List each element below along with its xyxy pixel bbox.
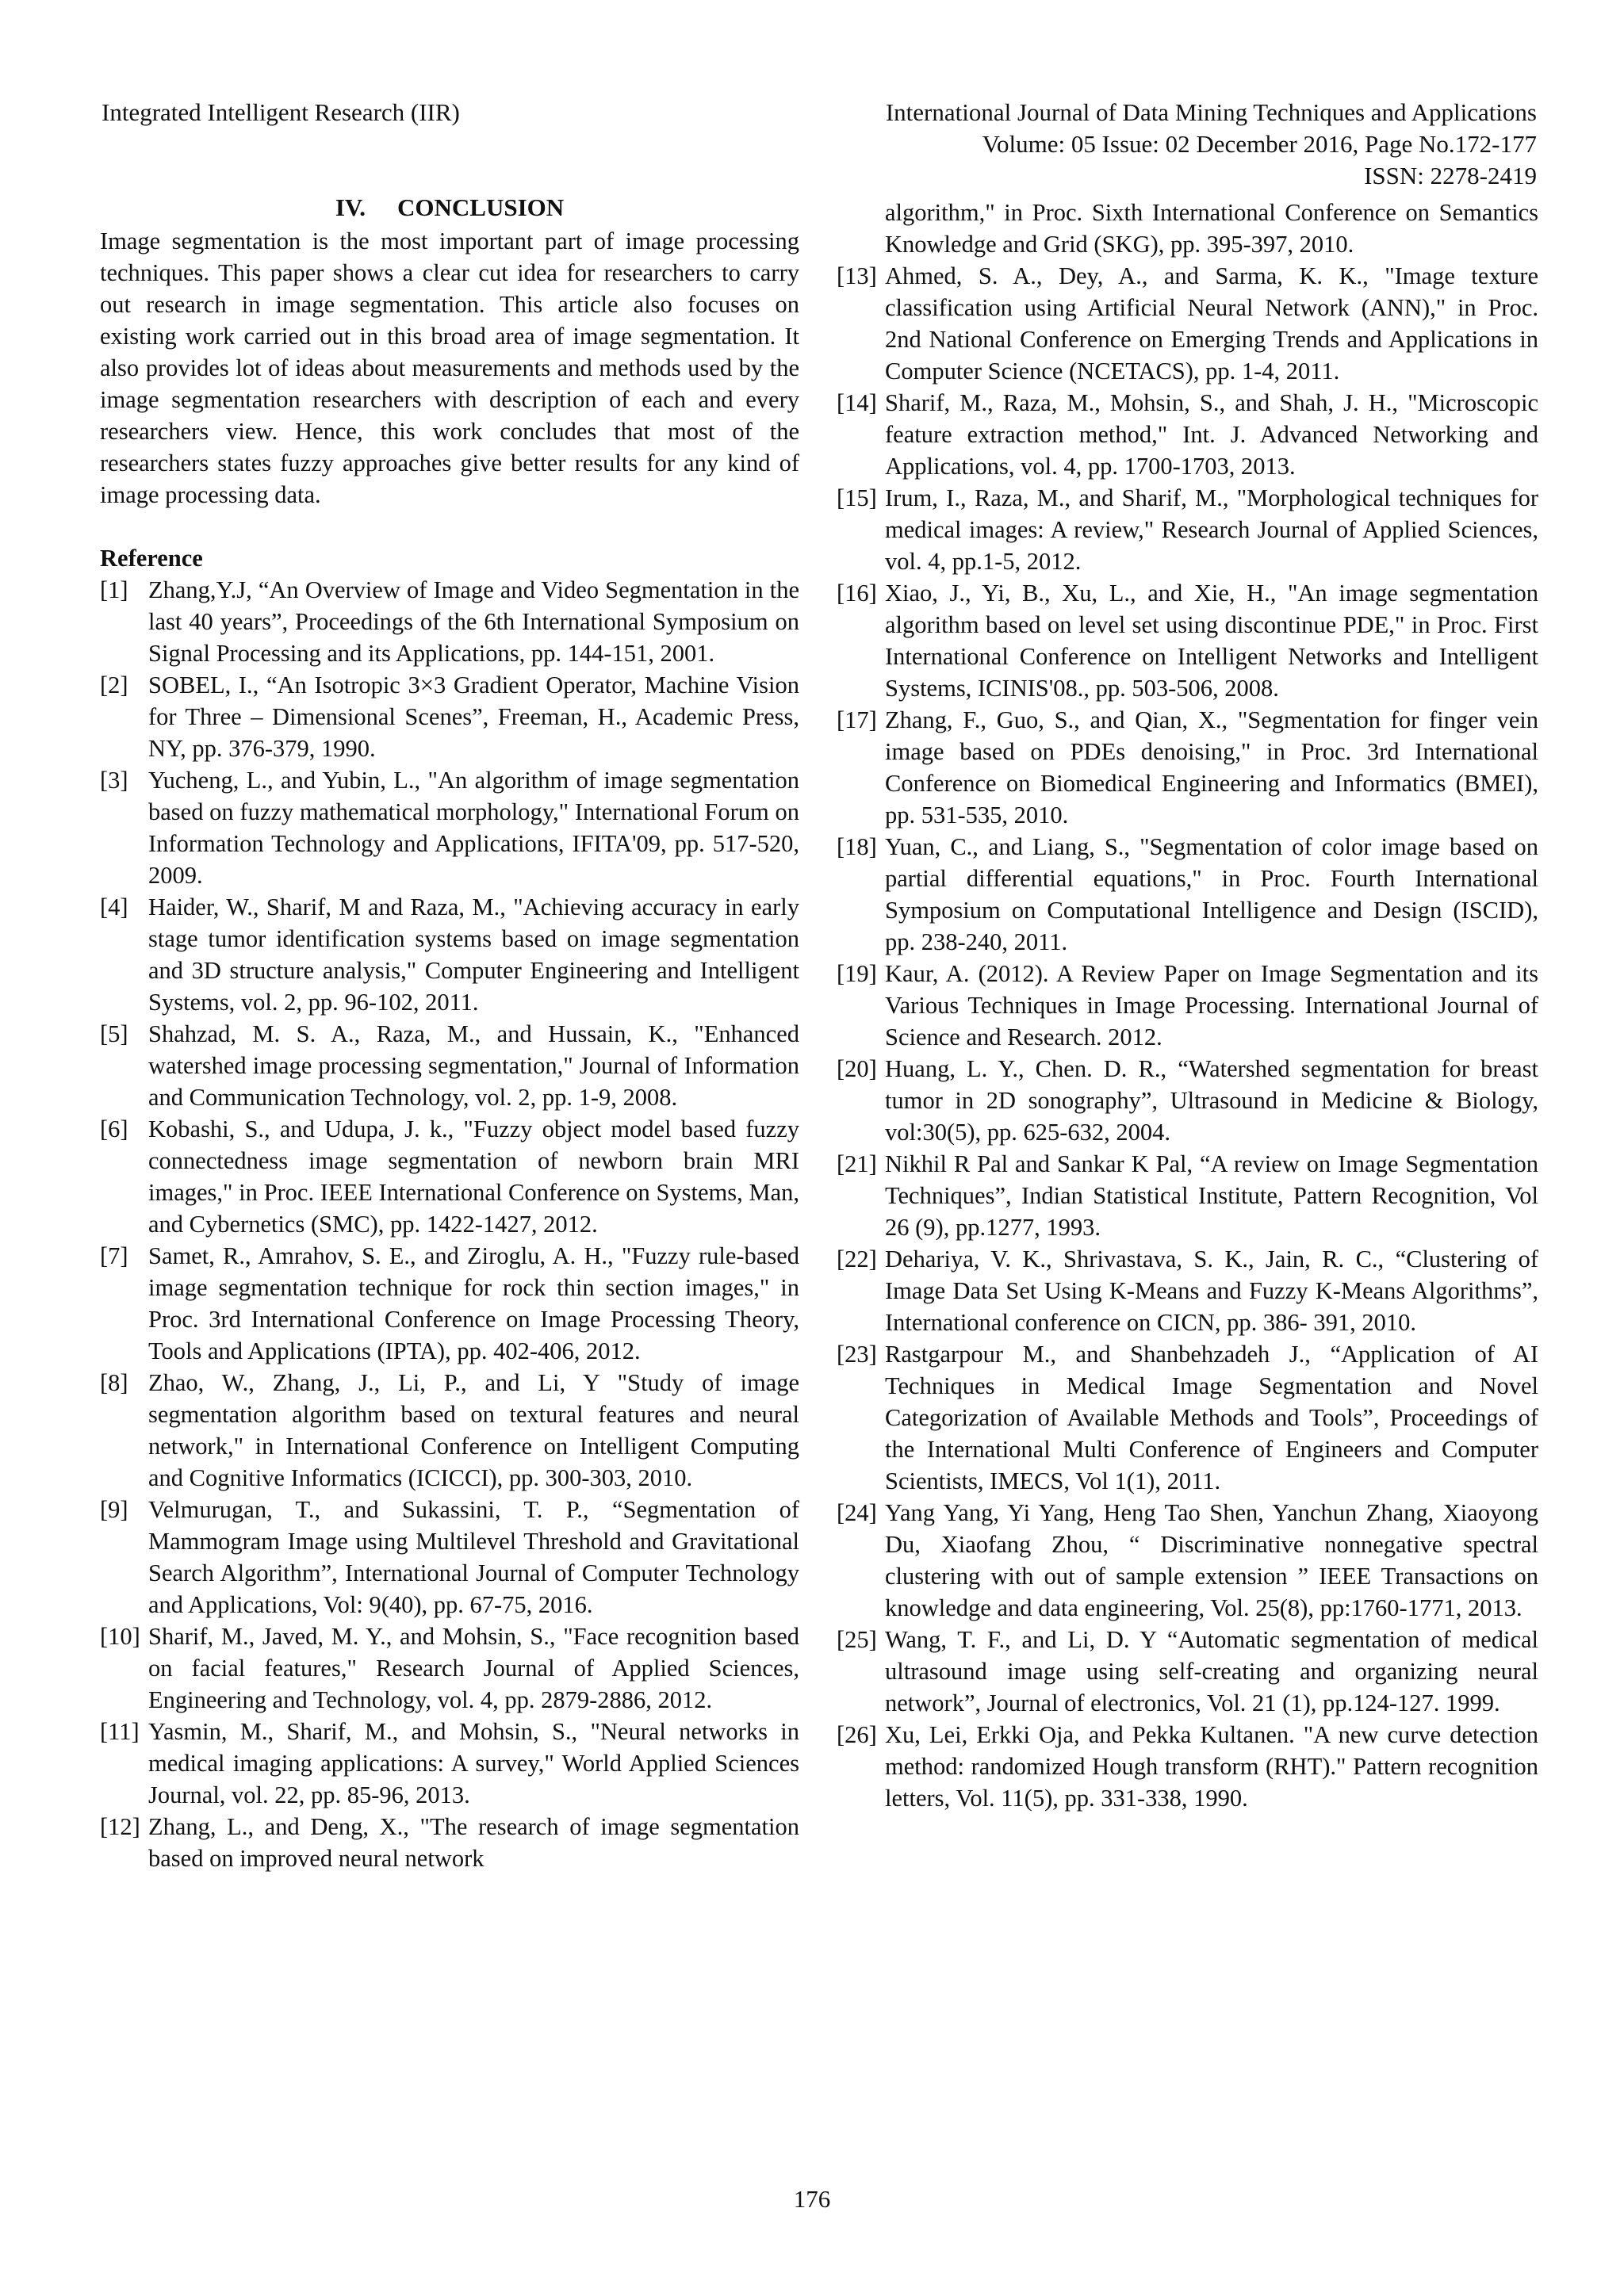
reference-number: [6] <box>100 1115 128 1142</box>
reference-number: [3] <box>100 767 128 794</box>
conclusion-paragraph: Image segmentation is the most important part of image processing techniques. This paper shows a clear cut idea for researchers to carry out research in image segmentation. This article also focuses on existing work carried out in this broad area of image segmentation. It also provides lot of ideas about measurements and methods used by the image segmentation researchers with description of each and every researchers view. Hence, this work concludes that most of the researchers states fuzzy approaches give better results for any kind of image processing data. <box>100 228 799 508</box>
reference-text: Samet, R., Amrahov, S. E., and Ziroglu, A. H., "Fuzzy rule-based image segmentation technique for rock thin section images," in Proc. 3rd International Conference on Image Processing Theory, Tools and Applications (IPTA), pp. 402-406, 2012. <box>148 1242 799 1364</box>
section-heading: CONCLUSION <box>397 193 565 221</box>
reference-number: [19] <box>837 960 877 987</box>
reference-item <box>837 387 1538 482</box>
reference-text: Irum, I., Raza, M., and Sharif, M., "Morphological techniques for medical images: A review," Research Journal of Applied Sciences, vol. 4, pp.1-5, 2012. <box>885 484 1538 575</box>
reference-item <box>100 669 799 764</box>
section-number: IV. <box>335 193 366 221</box>
reference-text: Kobashi, S., and Udupa, J. k., "Fuzzy object model based fuzzy connectedness image segmentation of newborn brain MRI images," in Proc. IEEE International Conference on Systems, Man, and Cybernetics (SMC), pp. 1422-1427, 2012. <box>148 1115 799 1238</box>
reference-number: [17] <box>837 706 877 733</box>
reference-item <box>100 1367 799 1494</box>
reference-number: [9] <box>100 1496 128 1523</box>
reference-item <box>837 577 1538 704</box>
reference-text: Huang, L. Y., Chen. D. R., “Watershed segmentation for breast tumor in 2D sonography”, Ultrasound in Medicine & Biology, vol:30(5), pp. 625-632, 2004. <box>885 1055 1538 1146</box>
reference-list-right <box>837 260 1538 1814</box>
reference-list-left <box>100 574 799 1874</box>
reference-text: Yucheng, L., and Yubin, L., "An algorithm of image segmentation based on fuzzy mathematical morphology," International Forum on Information Technology and Applications, IFITA'09, pp. 517-520, 2009. <box>148 767 799 889</box>
reference-text: Dehariya, V. K., Shrivastava, S. K., Jain, R. C., “Clustering of Image Data Set Using K-Means and Fuzzy K-Means Algorithms”, International conference on CICN, pp. 386- 391, 2010. <box>885 1246 1538 1336</box>
reference-text: Rastgarpour M., and Shanbehzadeh J., “Application of AI Techniques in Medical Image Segmentation and Novel Categorization of Available Methods and Tools”, Proceedings of the International Multi Conference of Engineers and Computer Scientists, IMECS, Vol 1(1), 2011. <box>885 1341 1538 1494</box>
reference-continuation <box>837 197 1538 260</box>
left-column <box>100 192 799 1874</box>
reference-item <box>837 1624 1538 1719</box>
reference-number: [21] <box>837 1150 877 1177</box>
reference-item <box>837 1338 1538 1497</box>
reference-number: [15] <box>837 484 877 511</box>
reference-number: [5] <box>100 1020 128 1047</box>
reference-item <box>837 958 1538 1053</box>
reference-text: Ahmed, S. A., Dey, A., and Sarma, K. K., "Image texture classification using Artificial Neural Network (ANN)," in Proc. 2nd National Conference on Emerging Trends and Applications in Computer Science (NCETACS), pp. 1-4, 2011. <box>885 262 1538 385</box>
reference-text: Wang, T. F., and Li, D. Y “Automatic segmentation of medical ultrasound image using self-creating and organizing neural network”, Journal of electronics, Vol. 21 (1), pp.124-127. 1999. <box>885 1626 1538 1716</box>
reference-text: Yuan, C., and Liang, S., "Segmentation of color image based on partial differential equations," in Proc. Fourth International Symposium on Computational Intelligence and Design (ISCID), pp. 238-240, 2011. <box>885 833 1538 955</box>
reference-item <box>100 574 799 669</box>
reference-number: [4] <box>100 894 128 920</box>
reference-number: [22] <box>837 1246 877 1272</box>
reference-item <box>100 1716 799 1811</box>
reference-text: Zhang, L., and Deng, X., "The research of image segmentation based on improved neural network <box>148 1813 799 1872</box>
reference-item <box>837 1719 1538 1814</box>
right-column <box>837 197 1538 1814</box>
header-volume: Volume: 05 Issue: 02 December 2016, Page No.172-177 <box>982 130 1537 158</box>
header-right <box>744 97 1537 192</box>
reference-number: [23] <box>837 1341 877 1368</box>
page-number: 176 <box>793 2185 831 2213</box>
reference-text: Xu, Lei, Erkki Oja, and Pekka Kultanen. "A new curve detection method: randomized Hough transform (RHT)." Pattern recognition letters, Vol. 11(5), pp. 331-338, 1990. <box>885 1721 1538 1812</box>
reference-item <box>837 260 1538 387</box>
reference-number: [10] <box>100 1623 140 1650</box>
header-journal: International Journal of Data Mining Techniques and Applications <box>885 98 1537 126</box>
reference-number: [13] <box>837 262 877 289</box>
reference-number: [20] <box>837 1055 877 1082</box>
header-issn: ISSN: 2278-2419 <box>1364 162 1537 189</box>
reference-number: [16] <box>837 580 877 607</box>
reference-heading: Reference <box>100 545 203 572</box>
reference-item <box>100 1018 799 1113</box>
reference-number: [7] <box>100 1242 128 1269</box>
reference-item <box>100 891 799 1018</box>
reference-text: SOBEL, I., “An Isotropic 3×3 Gradient Operator, Machine Vision for Three – Dimensional Scenes”, Freeman, H., Academic Press, NY, pp. 376-379, 1990. <box>148 672 799 762</box>
reference-text: Kaur, A. (2012). A Review Paper on Image Segmentation and its Various Techniques in Image Processing. International Journal of Science and Research. 2012. <box>885 960 1538 1050</box>
reference-item <box>837 1497 1538 1624</box>
reference-number: [11] <box>100 1718 140 1745</box>
section-title <box>100 192 799 224</box>
reference-item <box>100 764 799 891</box>
reference-item <box>837 1053 1538 1148</box>
reference-number: [18] <box>837 833 877 860</box>
reference-item <box>100 1811 799 1874</box>
reference-item <box>837 1148 1538 1243</box>
reference-text: Yasmin, M., Sharif, M., and Mohsin, S., "Neural networks in medical imaging applications: A survey," World Applied Sciences Journal, vol. 22, pp. 85-96, 2013. <box>148 1718 799 1808</box>
reference-text: Nikhil R Pal and Sankar K Pal, “A review on Image Segmentation Techniques”, Indian Statistical Institute, Pattern Recognition, Vol 26 (9), pp.1277, 1993. <box>885 1150 1538 1241</box>
reference-item <box>100 1494 799 1621</box>
reference-number: [12] <box>100 1813 140 1840</box>
header-left: Integrated Intelligent Research (IIR) <box>102 98 460 126</box>
reference-item <box>100 1113 799 1240</box>
reference-number: [14] <box>837 389 877 416</box>
reference-number: [25] <box>837 1626 877 1653</box>
reference-item <box>100 1621 799 1716</box>
reference-item <box>837 831 1538 958</box>
reference-text: Sharif, M., Javed, M. Y., and Mohsin, S., "Face recognition based on facial features," Research Journal of Applied Sciences, Engineering and Technology, vol. 4, pp. 2879-2886, 2012. <box>148 1623 799 1713</box>
reference-number: [2] <box>100 672 128 698</box>
reference-text: Sharif, M., Raza, M., Mohsin, S., and Shah, J. H., "Microscopic feature extraction method," Int. J. Advanced Networking and Applications, vol. 4, pp. 1700-1703, 2013. <box>885 389 1538 480</box>
reference-item <box>837 704 1538 831</box>
reference-item <box>100 1240 799 1367</box>
reference-text: Velmurugan, T., and Sukassini, T. P., “Segmentation of Mammogram Image using Multilevel Threshold and Gravitational Search Algorithm”, International Journal of Computer Technology and Applications, Vol: 9(40), pp. 67-75, 2016. <box>148 1496 799 1618</box>
reference-text: Xiao, J., Yi, B., Xu, L., and Xie, H., "An image segmentation algorithm based on level set using discontinue PDE," in Proc. First International Conference on Intelligent Networks and Intelligent Systems, ICINIS'08., pp. 503-506, 2008. <box>885 580 1538 702</box>
reference-text: Zhang, F., Guo, S., and Qian, X., "Segmentation for finger vein image based on PDEs denoising," in Proc. 3rd International Conference on Biomedical Engineering and Informatics (BMEI), pp. 531-535, 2010. <box>885 706 1538 828</box>
reference-text: Shahzad, M. S. A., Raza, M., and Hussain, K., "Enhanced watershed image processing segmentation," Journal of Information and Communication Technology, vol. 2, pp. 1-9, 2008. <box>148 1020 799 1111</box>
reference-number: [26] <box>837 1721 877 1748</box>
reference-text: algorithm," in Proc. Sixth International Conference on Semantics Knowledge and Grid (SKG), pp. 395-397, 2010. <box>885 199 1538 258</box>
reference-text: Zhao, W., Zhang, J., Li, P., and Li, Y "Study of image segmentation algorithm based on textural features and neural network," in International Conference on Intelligent Computing and Cognitive Informatics (ICICCI), pp. 300-303, 2010. <box>148 1369 799 1491</box>
reference-item <box>837 482 1538 577</box>
reference-number: [8] <box>100 1369 128 1396</box>
reference-text: Zhang,Y.J, “An Overview of Image and Video Segmentation in the last 40 years”, Proceedings of the 6th International Symposium on Signal Processing and its Applications, pp. 144-151, 2001. <box>148 576 799 667</box>
reference-text: Haider, W., Sharif, M and Raza, M., "Achieving accuracy in early stage tumor identification systems based on image segmentation and 3D structure analysis," Computer Engineering and Intelligent Systems, vol. 2, pp. 96-102, 2011. <box>148 894 799 1016</box>
reference-text: Yang Yang, Yi Yang, Heng Tao Shen, Yanchun Zhang, Xiaoyong Du, Xiaofang Zhou, “ Discriminative nonnegative spectral clustering with out of sample extension ” IEEE Transactions on knowledge and data engineering, Vol. 25(8), pp:1760-1771, 2013. <box>885 1499 1538 1621</box>
reference-item <box>837 1243 1538 1338</box>
reference-number: [24] <box>837 1499 877 1526</box>
reference-number: [1] <box>100 576 128 603</box>
